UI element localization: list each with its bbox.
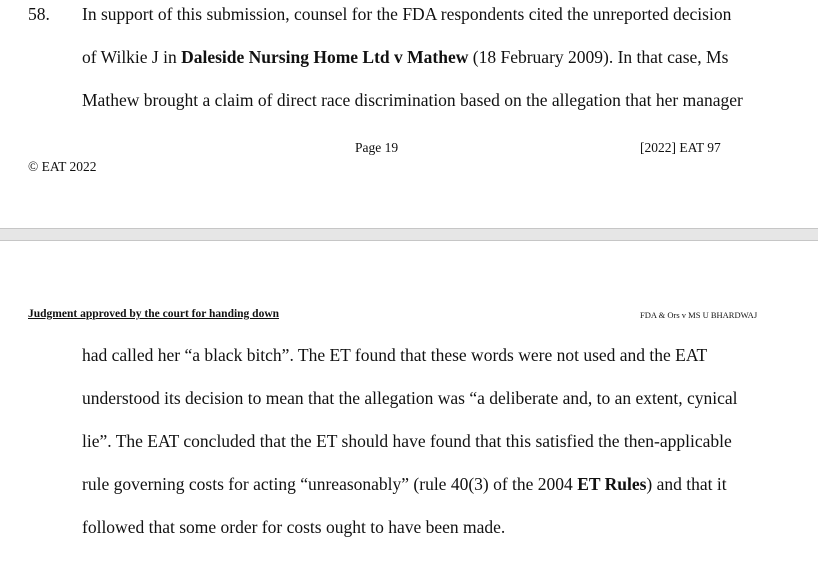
- document-page-lower: [0, 241, 818, 566]
- copyright-notice: © EAT 2022: [28, 159, 97, 174]
- line-text: rule governing costs for acting “unreasonably” (rule 40(3) of the 2004: [82, 474, 578, 494]
- judgment-header: Judgment approved by the court for handing down: [28, 308, 280, 320]
- paragraph-line: [82, 47, 728, 68]
- paragraph-line: followed that some order for costs ought to have been made.: [82, 517, 506, 537]
- paragraph-line: understood its decision to mean that the allegation was “a deliberate and, to an extent, cynical: [82, 388, 738, 408]
- neutral-citation: [2022] EAT 97: [640, 140, 721, 155]
- line-text: ) and that it: [646, 474, 727, 494]
- line-text: of Wilkie J in: [82, 47, 182, 67]
- page-break: [0, 228, 818, 241]
- case-name: Daleside Nursing Home Ltd v Mathew: [181, 47, 469, 67]
- document-page-upper: [0, 0, 818, 228]
- line-text: (18 February 2009). In that case, Ms: [468, 47, 729, 67]
- paragraph-line: [82, 474, 727, 495]
- paragraph-line: Mathew brought a claim of direct race discrimination based on the allegation that her manager: [82, 90, 743, 110]
- rules-name: ET Rules: [577, 474, 647, 494]
- paragraph-line: had called her “a black bitch”. The ET found that these words were not used and the EAT: [82, 345, 708, 365]
- case-header: FDA & Ors v MS U BHARDWAJ: [640, 310, 758, 320]
- paragraph-line: lie”. The EAT concluded that the ET should have found that this satisfied the then-applicable: [82, 431, 732, 451]
- page-number: Page 19: [355, 140, 399, 155]
- paragraph-line: In support of this submission, counsel for the FDA respondents cited the unreported decision: [82, 4, 732, 24]
- paragraph-number: 58.: [28, 4, 50, 24]
